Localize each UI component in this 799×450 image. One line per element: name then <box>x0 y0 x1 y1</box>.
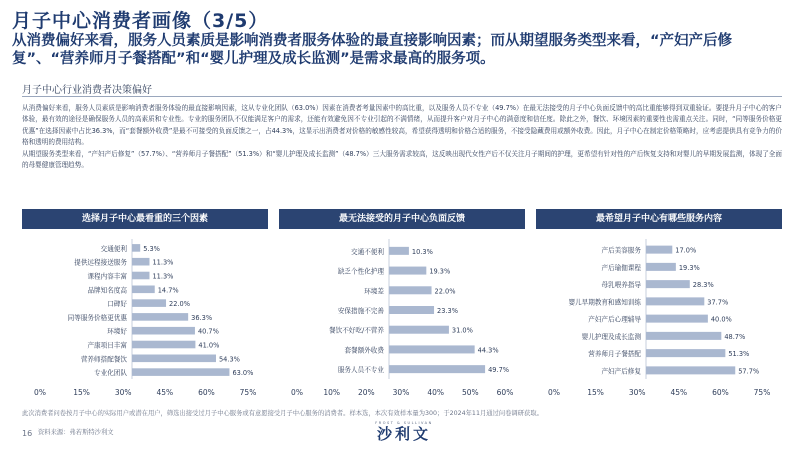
body-text <box>22 103 782 173</box>
bar-chart-negative <box>279 229 525 404</box>
logo-text: 沙利文 <box>376 425 431 443</box>
company-logo <box>349 421 459 443</box>
bar <box>132 368 229 376</box>
bar <box>389 247 409 255</box>
category-label: 产后美容服务 <box>601 246 641 255</box>
chart-panel-negative <box>279 209 525 404</box>
bar <box>646 332 721 340</box>
category-label: 婴儿早期教育和感知训练 <box>568 298 641 307</box>
section-subtitle: 月子中心行业消费者决策偏好 <box>22 85 152 96</box>
category-label: 品牌知名度高 <box>87 286 127 295</box>
bar <box>132 286 155 294</box>
category-label: 提供远程接送服务 <box>74 258 127 267</box>
data-label: 19.3% <box>678 263 700 272</box>
data-label: 63.0% <box>232 369 254 378</box>
tick-label: 10% <box>323 388 341 397</box>
source-note: 资料来源：弗若斯特沙利文 <box>38 429 114 436</box>
data-label: 23.3% <box>437 307 458 315</box>
category-label: 安保措施不完善 <box>337 307 384 315</box>
bar <box>646 280 690 288</box>
category-label: 餐饮不好吃/不营养 <box>329 326 384 335</box>
bar <box>389 306 434 314</box>
category-label: 专业化团队 <box>94 369 127 378</box>
bar <box>132 272 149 280</box>
data-label: 19.3% <box>429 267 451 276</box>
tick-label: 15% <box>587 388 604 397</box>
category-label: 同等服务价格更优惠 <box>67 313 127 322</box>
category-label: 产康项目丰富 <box>87 341 127 350</box>
headline-text: 从消费偏好来看，服务人员素质是影响消费者服务体验的最直接影响因素；而从期望服务类型来看，“产妇产后修复”、“营养师月子餐搭配”和“婴儿护理及成长监测”是需求最高的服务项。 <box>12 33 733 67</box>
tick-label: 40% <box>427 388 445 397</box>
data-label: 36.3% <box>191 313 213 322</box>
category-label: 环境差 <box>364 287 384 296</box>
chart-title: 最希望月子中心有哪些服务内容 <box>536 209 782 229</box>
data-label: 14.7% <box>157 286 179 295</box>
tick-label: 30% <box>628 388 646 397</box>
chart-title: 选择月子中心最看重的三个因素 <box>22 209 268 229</box>
data-label: 28.3% <box>692 281 714 290</box>
data-label: 17.0% <box>675 246 697 255</box>
tick-label: 0% <box>34 388 46 397</box>
bar <box>132 258 149 266</box>
tick-label: 0% <box>548 388 560 397</box>
bar <box>646 349 725 357</box>
category-label: 服务人员不专业 <box>337 366 384 375</box>
tick-label: 45% <box>156 388 174 397</box>
tick-label: 60% <box>198 388 215 397</box>
chart-title: 最无法接受的月子中心负面反馈 <box>279 209 525 229</box>
data-label: 11.3% <box>152 272 174 281</box>
bar <box>389 267 426 275</box>
data-label: 57.7% <box>738 367 760 376</box>
bar <box>389 345 475 353</box>
bar-chart-services <box>536 229 782 404</box>
chart-panel-factors <box>22 209 268 404</box>
section-divider <box>22 96 782 97</box>
body-paragraph-2: 从期望服务类型来看，“产妇产后修复”（57.7%）、“营养师月子餐搭配”（51.3%）和“婴儿护理及成长监测”（48.7%）三大服务需求较高，这反映出现代女性产后不仅关注月子期间的护理，更希望有针对性的产后恢复支持和对婴儿的早期发展监测，体现了全面的母婴健康管理趋势。 <box>22 150 782 170</box>
bar <box>646 366 735 374</box>
bar-chart-factors <box>22 229 268 404</box>
tick-label: 75% <box>239 388 257 397</box>
data-label: 40.0% <box>710 315 732 324</box>
page-number: 16 <box>22 429 33 438</box>
data-label: 49.7% <box>488 366 510 375</box>
tick-label: 60% <box>496 388 514 397</box>
data-label: 11.3% <box>152 258 174 267</box>
data-label: 10.3% <box>411 247 433 256</box>
data-label: 31.0% <box>451 326 473 335</box>
bar <box>132 299 166 307</box>
bar <box>646 297 704 305</box>
bar <box>132 355 216 363</box>
data-label: 54.3% <box>218 355 240 364</box>
tick-label: 45% <box>670 388 688 397</box>
bar <box>646 315 708 323</box>
category-label: 缺乏个性化护理 <box>337 267 384 276</box>
bar <box>646 246 672 254</box>
tick-label: 30% <box>114 388 132 397</box>
data-label: 37.7% <box>707 298 729 307</box>
footnote: 此次消费者问卷按月子中心的实际用户或潜在用户，筛选出接受过月子中心服务或有意愿接受月子中心服务的消费者。样本选，本次有效样本量为300；于2024年11月通过问卷调研获取。 <box>22 410 543 417</box>
data-label: 48.7% <box>724 332 746 341</box>
data-label: 41.0% <box>198 341 220 350</box>
category-label: 交通便利 <box>100 244 127 253</box>
data-label: 40.7% <box>197 327 219 336</box>
category-label: 营养师月子餐搭配 <box>588 350 641 359</box>
bar <box>132 327 195 335</box>
bar <box>132 341 195 349</box>
tick-label: 15% <box>73 388 90 397</box>
data-label: 5.3% <box>143 244 160 253</box>
category-label: 交通不便利 <box>351 247 384 256</box>
chart-panel-services <box>536 209 782 404</box>
category-label: 婴儿护理及成长监测 <box>581 332 641 341</box>
tick-label: 50% <box>461 388 479 397</box>
category-label: 口碑好 <box>107 300 127 309</box>
tick-label: 0% <box>291 388 303 397</box>
category-label: 套餐额外收费 <box>344 346 384 355</box>
bar <box>389 365 485 373</box>
bar <box>389 326 449 334</box>
category-label: 课程内容丰富 <box>87 272 127 281</box>
category-label: 产妇产后心理辅导 <box>588 315 641 324</box>
category-label: 营养师搭配餐饮 <box>80 355 127 364</box>
logo-wordmark: FROST & SULLIVAN <box>375 421 433 425</box>
bar <box>389 286 432 294</box>
data-label: 51.3% <box>728 350 750 359</box>
tick-label: 20% <box>357 388 375 397</box>
category-label: 产后瑜伽课程 <box>601 263 641 272</box>
category-label: 环境好 <box>107 327 127 336</box>
category-label: 母乳喂养指导 <box>601 281 641 290</box>
data-label: 22.0% <box>169 300 190 309</box>
data-label: 44.3% <box>477 346 499 355</box>
page-title: 月子中心消费者画像（3/5） <box>12 10 269 32</box>
data-label: 22.0% <box>434 287 456 296</box>
bar <box>132 313 188 321</box>
tick-label: 30% <box>392 388 410 397</box>
body-paragraph-1: 从消费偏好来看，服务人员素质是影响消费者服务体验的最直接影响因素，这从专业化团队（63.0%）因素在消费者考量因素中的高比重，以及服务人员不专业（49.7%）在最无法接受的月子中心负面反馈中的高比重能够得到双重验证。要提升月子中心的客户体验，最有效的途径是确保服务人员的高素质和专业性。专业的服务团队不仅能满足客户的需求，还能有效避免因不专业引起的不满情绪，从而提升客户对月子中心的满意度和信任度。除此之外，餐饮、环境因素的重要性也需重点关注。同时，“同等服务价格更优惠”在选择因素中占比36.3%，而“套餐额外收费”是最不可接受的负面反馈之一，占44.3%，这显示出消费者对价格的敏感性较高，希望获得透明和价格合适的服务，不接受隐藏费用或额外收费。因此，月子中心在制定价格策略时，应考虑提供具有竞争力的价格和透明的费用结构。 <box>22 104 782 146</box>
page-headline <box>12 32 787 68</box>
category-label: 产妇产后修复 <box>601 367 641 376</box>
bar <box>132 244 140 252</box>
tick-label: 60% <box>712 388 729 397</box>
tick-label: 75% <box>753 388 771 397</box>
bar <box>646 263 676 271</box>
